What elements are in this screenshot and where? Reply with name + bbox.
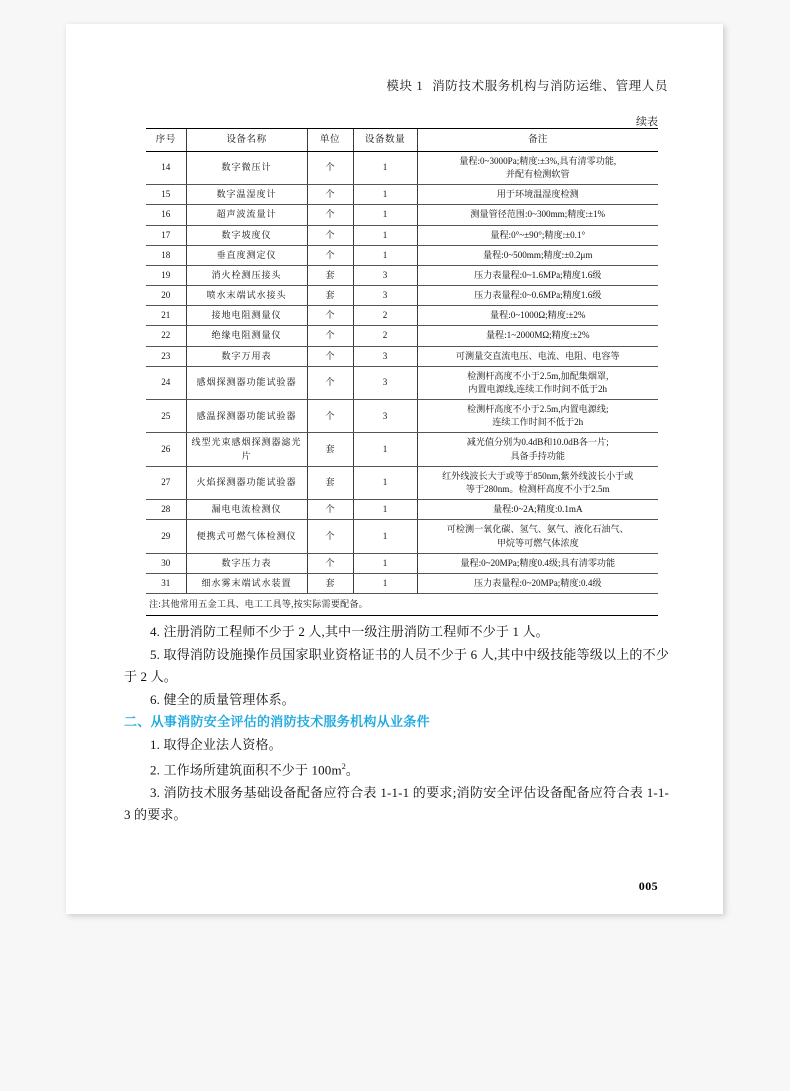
table-row — [146, 225, 658, 245]
cell-remark: 可检测一氧化碳、氢气、氨气、液化石油气、 甲烷等可燃气体浓度 — [417, 520, 658, 553]
cell-unit: 个 — [307, 553, 353, 573]
cell-qty: 3 — [353, 400, 417, 433]
cell-no: 28 — [146, 500, 186, 520]
cell-remark: 量程:1~2000MΩ;精度:±2% — [417, 326, 658, 346]
cell-qty: 1 — [353, 573, 417, 593]
cell-name: 垂直度测定仪 — [186, 245, 307, 265]
table-row — [146, 185, 658, 205]
cell-remark: 检测杆高度不小于2.5m,加配集烟罩, 内置电源线,连续工作时间不低于2h — [417, 366, 658, 399]
table-row — [146, 265, 658, 285]
cell-name: 线型光束感烟探测器滤光片 — [186, 433, 307, 466]
running-head-title: 消防技术服务机构与消防运维、管理人员 — [432, 79, 668, 93]
cell-name: 数字温湿度计 — [186, 185, 307, 205]
cell-name: 超声波流量计 — [186, 205, 307, 225]
paragraph-item-4: 4. 注册消防工程师不少于 2 人,其中一级注册消防工程师不少于 1 人。 — [150, 624, 549, 639]
cell-no: 22 — [146, 326, 186, 346]
cell-qty: 3 — [353, 265, 417, 285]
cell-name: 消火栓测压接头 — [186, 265, 307, 285]
table-row — [146, 326, 658, 346]
cell-unit: 套 — [307, 265, 353, 285]
cell-name: 感烟探测器功能试验器 — [186, 366, 307, 399]
cell-remark: 量程:0~20MPa;精度0.4级;具有清零功能 — [417, 553, 658, 573]
paragraph-sub-item-2-pre: 2. 工作场所建筑面积不少于 100m — [150, 762, 342, 778]
column-header-qty: 设备数量 — [353, 129, 417, 152]
table-row — [146, 520, 658, 553]
cell-no: 20 — [146, 286, 186, 306]
table-row — [146, 151, 658, 184]
cell-qty: 3 — [353, 346, 417, 366]
cell-unit: 个 — [307, 400, 353, 433]
cell-qty: 2 — [353, 306, 417, 326]
body-text-block — [124, 621, 669, 827]
cell-no: 23 — [146, 346, 186, 366]
table-row — [146, 366, 658, 399]
cell-remark: 压力表量程:0~0.6MPa;精度1.6级 — [417, 286, 658, 306]
running-head — [66, 76, 668, 94]
cell-no: 25 — [146, 400, 186, 433]
cell-unit: 个 — [307, 366, 353, 399]
cell-unit: 套 — [307, 433, 353, 466]
cell-no: 29 — [146, 520, 186, 553]
paragraph-sub-item-2-post: 。 — [345, 762, 360, 778]
table-row — [146, 500, 658, 520]
cell-remark: 红外线波长大于或等于850nm,紫外线波长小于或 等于280nm。检测杆高度不小于2.5m — [417, 466, 658, 499]
cell-unit: 个 — [307, 205, 353, 225]
column-header-unit: 单位 — [307, 129, 353, 152]
table-header-row — [146, 129, 658, 152]
cell-remark: 用于环境温湿度检测 — [417, 185, 658, 205]
cell-remark: 量程:0~2A;精度:0.1mA — [417, 500, 658, 520]
cell-unit: 套 — [307, 466, 353, 499]
cell-name: 数字坡度仪 — [186, 225, 307, 245]
cell-no: 21 — [146, 306, 186, 326]
cell-remark: 可测量交直流电压、电流、电阻、电容等 — [417, 346, 658, 366]
cell-qty: 1 — [353, 433, 417, 466]
equipment-table — [146, 128, 658, 616]
cell-no: 18 — [146, 245, 186, 265]
table-row — [146, 433, 658, 466]
cell-name: 绝缘电阻测量仪 — [186, 326, 307, 346]
table-body — [146, 151, 658, 615]
cell-no: 16 — [146, 205, 186, 225]
cell-remark: 检测杆高度不小于2.5m,内置电源线; 连续工作时间不低于2h — [417, 400, 658, 433]
cell-name: 便携式可燃气体检测仪 — [186, 520, 307, 553]
paragraph-item-6: 6. 健全的质量管理体系。 — [150, 691, 295, 707]
table-row — [146, 245, 658, 265]
cell-remark: 减光值分别为0.4dB和10.0dB各一片; 具备手持功能 — [417, 433, 658, 466]
cell-no: 24 — [146, 366, 186, 399]
cell-remark: 压力表量程:0~1.6MPa;精度1.6级 — [417, 265, 658, 285]
cell-unit: 个 — [307, 225, 353, 245]
cell-qty: 3 — [353, 366, 417, 399]
cell-qty: 2 — [353, 326, 417, 346]
table-row — [146, 553, 658, 573]
cell-remark: 测量管径范围:0~300mm;精度:±1% — [417, 205, 658, 225]
table-head — [146, 129, 658, 152]
document-page — [66, 24, 723, 914]
table-row — [146, 573, 658, 593]
cell-no: 26 — [146, 433, 186, 466]
cell-qty: 1 — [353, 205, 417, 225]
cell-no: 31 — [146, 573, 186, 593]
paragraph-sub-item-3: 3. 消防技术服务基础设备配备应符合表 1-1-1 的要求;消防安全评估设备配备应符合表 1-1-3 的要求。 — [124, 784, 669, 823]
cell-name: 数字微压计 — [186, 151, 307, 184]
cell-qty: 3 — [353, 286, 417, 306]
cell-unit: 个 — [307, 326, 353, 346]
paragraph-sub-item-2-superscript: 2 — [341, 762, 346, 771]
section-heading-2: 二、从事消防安全评估的消防技术服务机构从业条件 — [124, 714, 430, 729]
table-row — [146, 466, 658, 499]
cell-qty: 1 — [353, 245, 417, 265]
cell-remark: 量程:0~3000Pa;精度:±3%,具有清零功能, 并配有检测软管 — [417, 151, 658, 184]
table-row — [146, 306, 658, 326]
table-row — [146, 286, 658, 306]
table-row — [146, 205, 658, 225]
cell-qty: 1 — [353, 520, 417, 553]
equipment-table-wrapper — [146, 128, 658, 616]
cell-no: 17 — [146, 225, 186, 245]
cell-unit: 个 — [307, 500, 353, 520]
cell-name: 数字万用表 — [186, 346, 307, 366]
cell-unit: 个 — [307, 306, 353, 326]
cell-qty: 1 — [353, 225, 417, 245]
page-content-area — [66, 24, 723, 914]
cell-qty: 1 — [353, 151, 417, 184]
cell-qty: 1 — [353, 185, 417, 205]
page-number: 005 — [638, 879, 658, 893]
cell-no: 14 — [146, 151, 186, 184]
table-row — [146, 346, 658, 366]
cell-unit: 个 — [307, 185, 353, 205]
paragraph-sub-item-2 — [124, 756, 669, 782]
continued-table-label: 续表 — [636, 116, 658, 128]
cell-unit: 个 — [307, 520, 353, 553]
cell-unit: 个 — [307, 346, 353, 366]
cell-remark: 量程:0~500mm;精度:±0.2μm — [417, 245, 658, 265]
cell-qty: 1 — [353, 500, 417, 520]
running-head-module: 模块 1 — [386, 79, 424, 93]
cell-name: 火焰探测器功能试验器 — [186, 466, 307, 499]
cell-no: 27 — [146, 466, 186, 499]
cell-unit: 个 — [307, 151, 353, 184]
cell-name: 细水雾末端试水装置 — [186, 573, 307, 593]
paragraph-item-5: 5. 取得消防设施操作员国家职业资格证书的人员不少于 6 人,其中中级技能等级以上的不少于 2 人。 — [124, 646, 669, 684]
cell-unit: 套 — [307, 573, 353, 593]
table-row — [146, 400, 658, 433]
cell-name: 漏电电流检测仪 — [186, 500, 307, 520]
column-header-name: 设备名称 — [186, 129, 307, 152]
cell-no: 15 — [146, 185, 186, 205]
column-header-no: 序号 — [146, 129, 186, 152]
cell-qty: 1 — [353, 553, 417, 573]
cell-remark: 压力表量程:0~20MPa;精度:0.4级 — [417, 573, 658, 593]
table-note: 注:其他常用五金工具、电工工具等,按实际需要配备。 — [146, 594, 658, 616]
table-note-row — [146, 594, 658, 616]
cell-qty: 1 — [353, 466, 417, 499]
paragraph-sub-item-1: 1. 取得企业法人资格。 — [150, 736, 282, 752]
cell-remark: 量程:0~1000Ω;精度:±2% — [417, 306, 658, 326]
cell-remark: 量程:0°~±90°;精度:±0.1° — [417, 225, 658, 245]
column-header-remark: 备注 — [417, 129, 658, 152]
cell-unit: 套 — [307, 286, 353, 306]
cell-unit: 个 — [307, 245, 353, 265]
cell-name: 数字压力表 — [186, 553, 307, 573]
cell-name: 接地电阻测量仪 — [186, 306, 307, 326]
cell-no: 19 — [146, 265, 186, 285]
cell-name: 喷水末端试水接头 — [186, 286, 307, 306]
cell-name: 感温探测器功能试验器 — [186, 400, 307, 433]
cell-no: 30 — [146, 553, 186, 573]
